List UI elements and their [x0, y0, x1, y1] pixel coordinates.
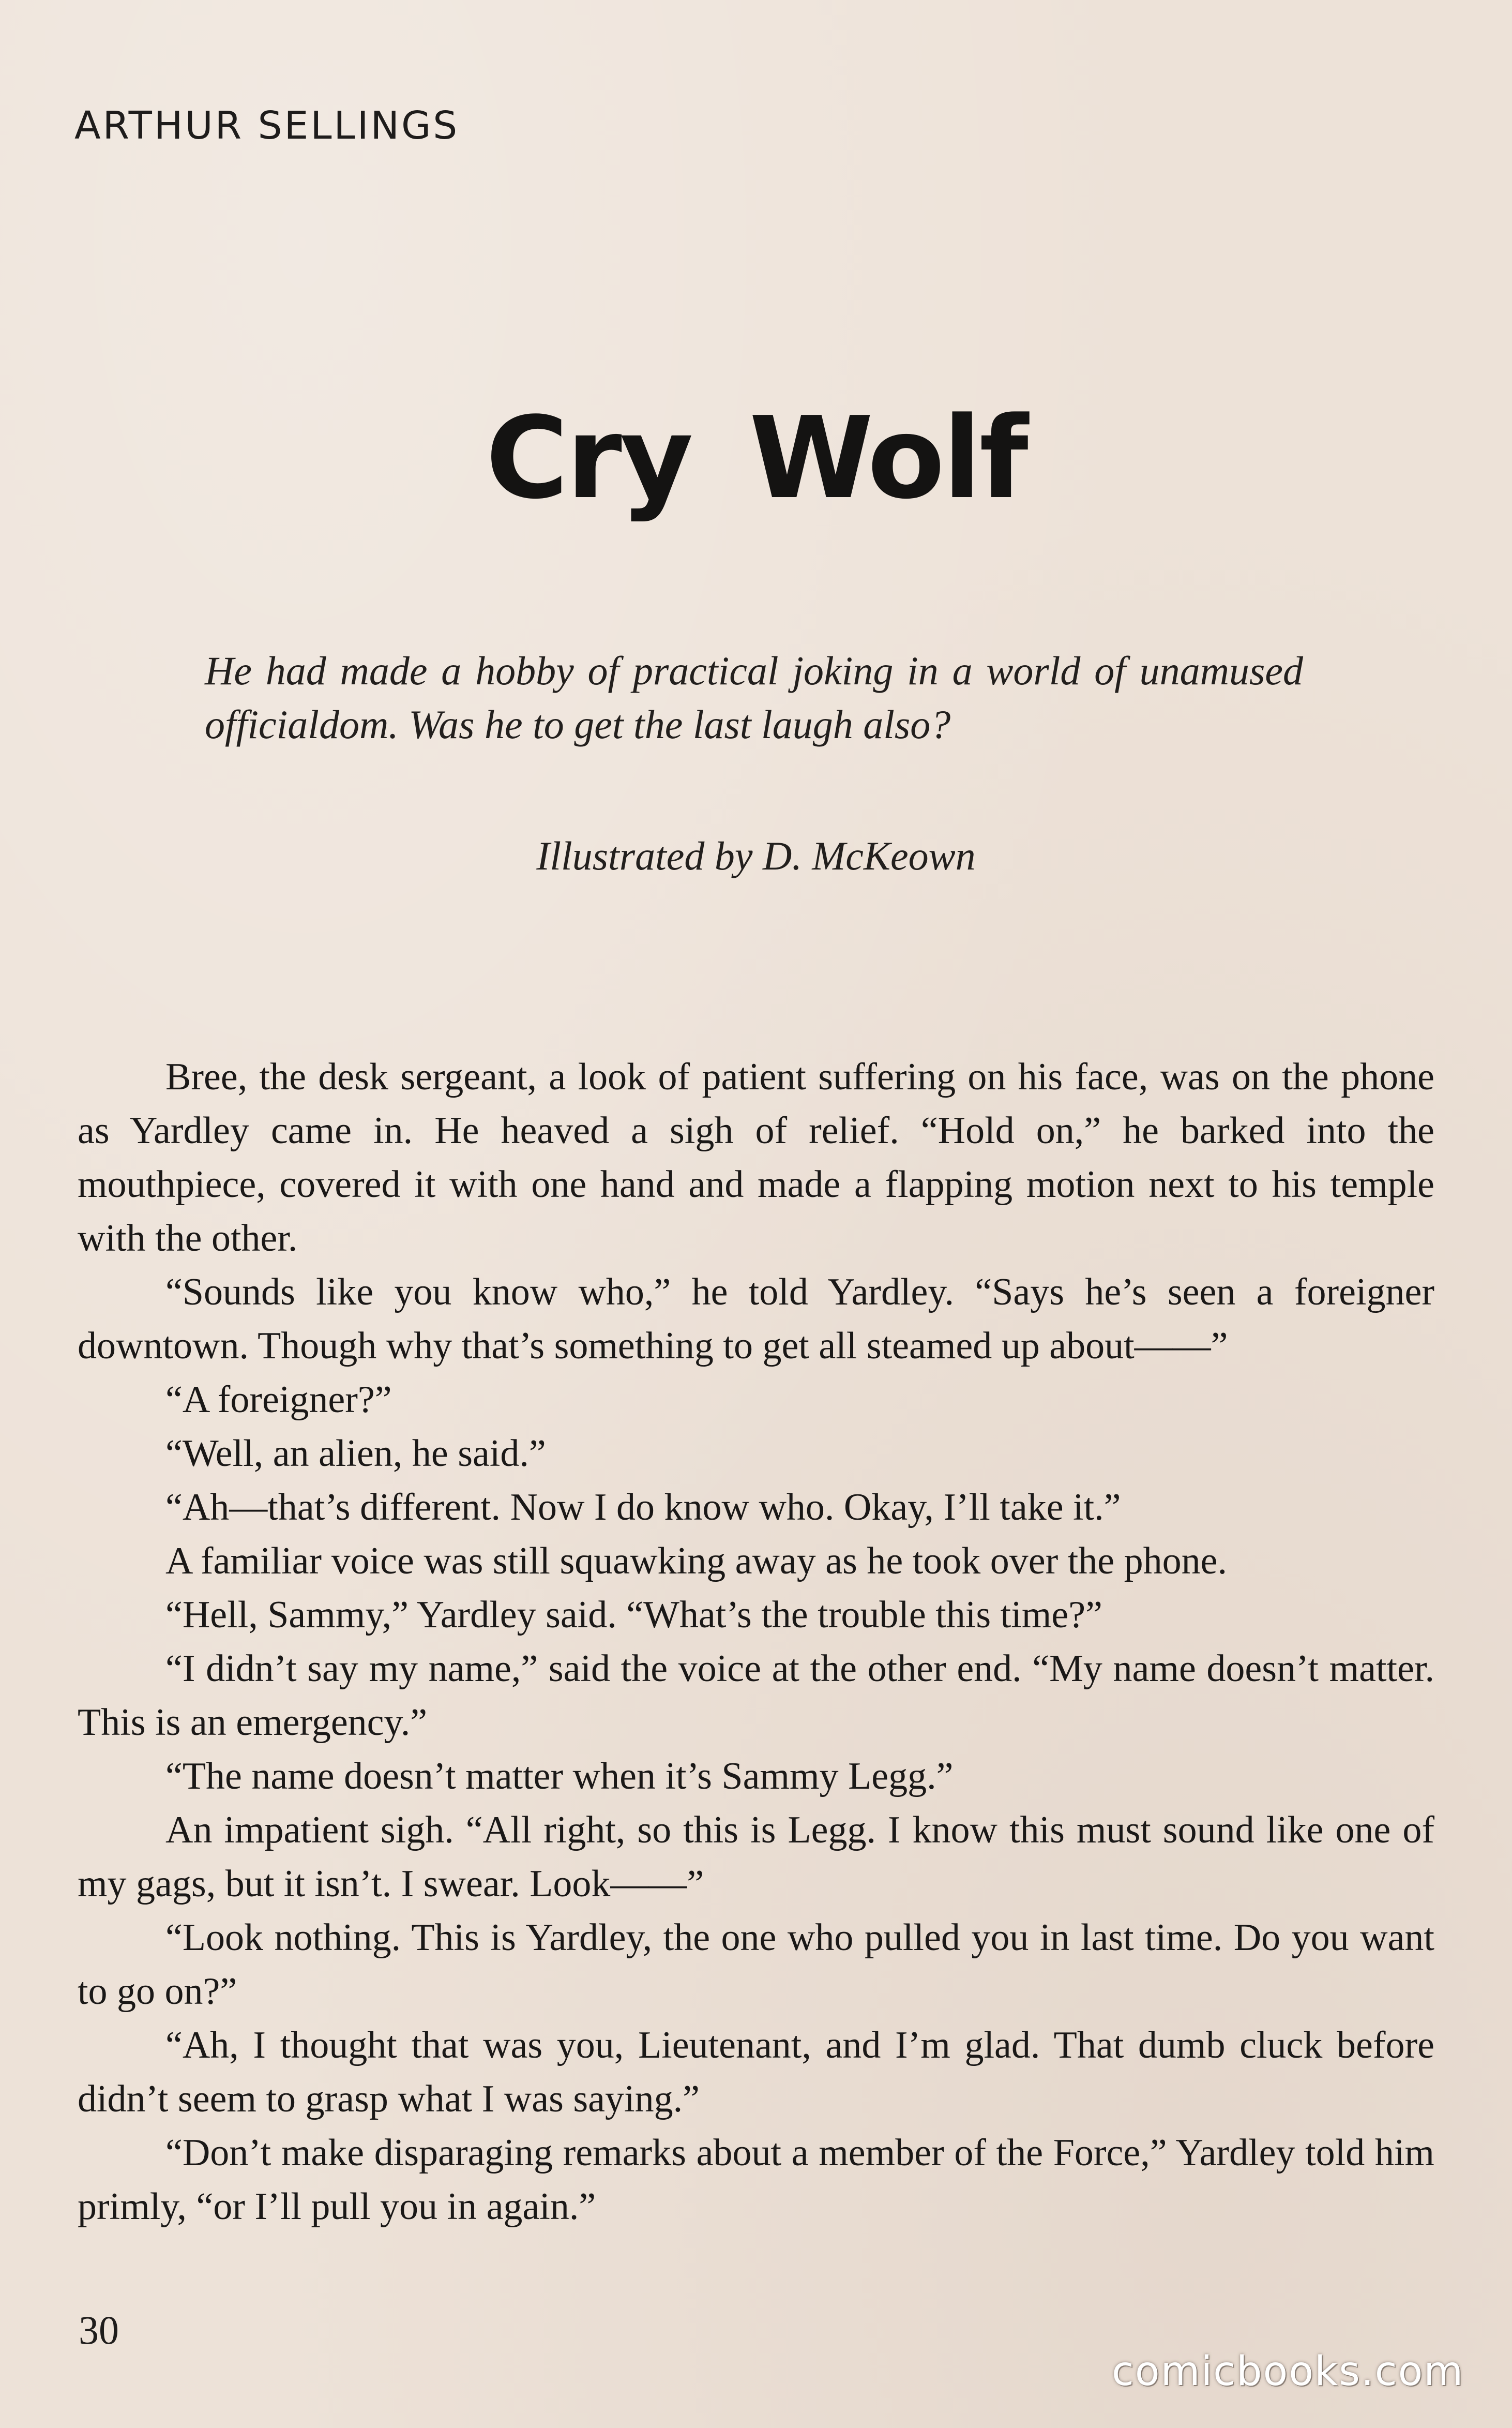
story-title: Cry Wolf — [486, 393, 1026, 524]
paragraph: “A foreigner?” — [165, 1378, 392, 1421]
paragraph: Bree, the desk sergeant, a look of patient suffering on his face, was on the phone as Yardley came in. He heaved a sigh of relief. “Hold on,” he barked into the mouthpiece, covered it with one hand and made a flapping motion next to his temple with the other. — [78, 1056, 1434, 1260]
story-blurb: He had made a hobby of practical joking in a world of unamused officialdom. Was he to get the last laugh also? — [205, 648, 1303, 747]
illustrator-credit: Illustrated by D. McKeown — [536, 833, 976, 878]
paragraph: “Ah—that’s different. Now I do know who. Okay, I’ll take it.” — [165, 1486, 1121, 1528]
paragraph: “Look nothing. This is Yardley, the one who pulled you in last time. Do you want to go on?” — [78, 1916, 1434, 2013]
paragraph: “Well, an alien, he said.” — [165, 1432, 546, 1475]
running-head-author: ARTHUR SELLINGS — [74, 103, 460, 148]
paragraph: “Hell, Sammy,” Yardley said. “What’s the trouble this time?” — [165, 1594, 1102, 1636]
paragraph: “The name doesn’t matter when it’s Sammy Legg.” — [165, 1755, 954, 1797]
story-body — [78, 1050, 1434, 2234]
paragraph: “Sounds like you know who,” he told Yardley. “Says he’s seen a foreigner downtown. Though why that’s something to get all steamed up about——” — [78, 1271, 1434, 1367]
page-number: 30 — [79, 2307, 119, 2352]
watermark: comicbooks.com — [1112, 2348, 1464, 2395]
paragraph: “Don’t make disparaging remarks about a member of the Force,” Yardley told him primly, “or I’ll pull you in again.” — [78, 2132, 1434, 2228]
paragraph: “Ah, I thought that was you, Lieutenant, and I’m glad. That dumb cluck before didn’t seem to grasp what I was saying.” — [78, 2024, 1434, 2120]
paragraph: A familiar voice was still squawking away as he took over the phone. — [165, 1540, 1227, 1582]
paragraph: “I didn’t say my name,” said the voice at the other end. “My name doesn’t matter. This is an emergency.” — [78, 1647, 1434, 1744]
paragraph: An impatient sigh. “All right, so this is Legg. I know this must sound like one of my gags, but it isn’t. I swear. Look——” — [78, 1809, 1434, 1905]
